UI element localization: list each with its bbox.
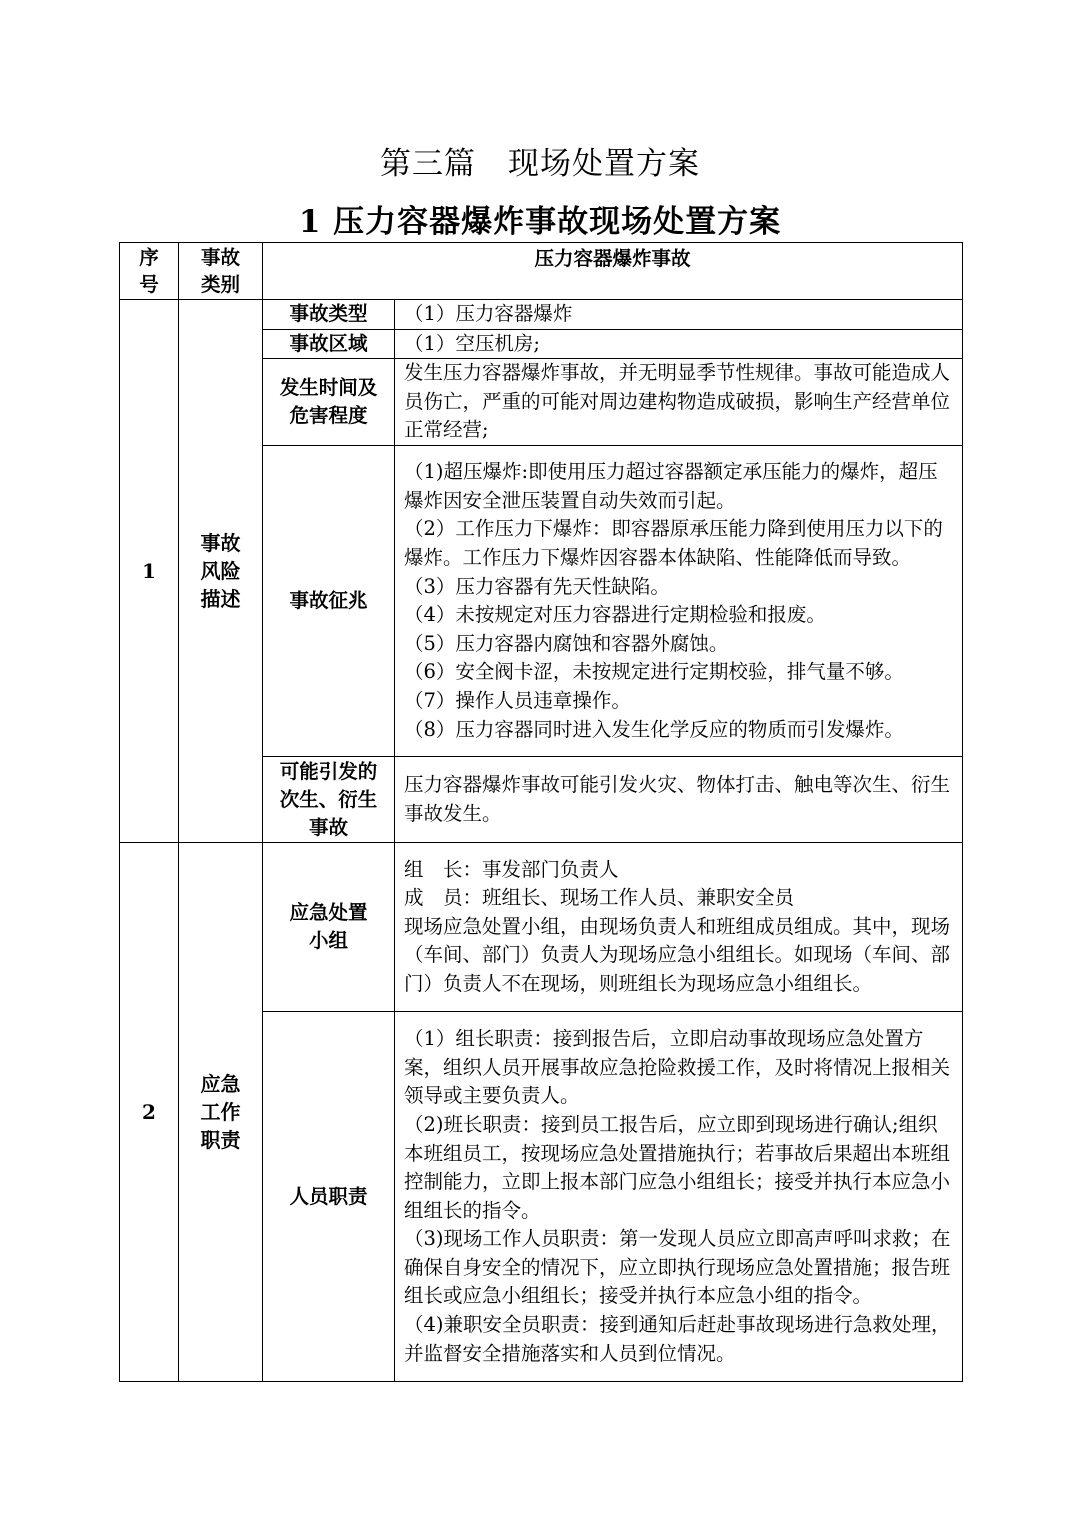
- section2-category: 应急 工作 职责: [179, 843, 263, 1382]
- section1-number: 1: [120, 300, 179, 843]
- row-content: [395, 446, 963, 757]
- document-title: 1 压力容器爆炸事故现场处置方案: [298, 204, 782, 240]
- content-line: （5）压力容器内腐蚀和容器外腐蚀。: [404, 631, 729, 655]
- row-content: [395, 329, 963, 359]
- content-line: （8）压力容器同时进入发生化学反应的物质而引发爆炸。: [404, 717, 904, 741]
- row-label: 应急处置 小组: [263, 843, 395, 1012]
- content-line: 成 员：班组长、现场工作人员、兼职安全员: [404, 886, 795, 910]
- table-row: [120, 843, 963, 1012]
- content-line: （3）压力容器有先天性缺陷。: [404, 574, 670, 598]
- part-title: 第三篇 现场处置方案: [380, 146, 700, 182]
- row-content: [395, 1012, 963, 1382]
- content-line: 现场应急处置小组，由现场负责人和班组成员组成。其中，现场（车间、部门）负责人为现场应急小组组长。如现场（车间、部门）负责人不在现场，则班组长为现场应急小组组长。: [404, 914, 951, 996]
- content-line: （1）组长职责：接到报告后，立即启动事故现场应急处置方案，组织人员开展事故应急抢险救援工作，及时将情况上报相关领导或主要负责人。: [404, 1027, 951, 1108]
- emergency-plan-table: [119, 242, 963, 1382]
- content-line: （4）未按规定对压力容器进行定期检验和报废。: [404, 603, 826, 627]
- content-line: （2）工作压力下爆炸：即容器原承压能力降到使用压力以下的爆炸。工作压力下爆炸因容器本体缺陷、性能降低而导致。: [404, 517, 943, 569]
- section1-category: 事故 风险 描述: [179, 300, 263, 843]
- content-line: （2)班长职责：接到员工报告后，应立即到现场进行确认;组织本班组员工，按现场应急处置措施执行；若事故后果超出本班组控制能力，立即上报本部门应急小组组长；接受并执行本应急小组组长的指令。: [404, 1112, 951, 1222]
- content-line: 发生压力容器爆炸事故，并无明显季节性规律。事故可能造成人员伤亡，严重的可能对周边建构物造成破损，影响生产经营单位正常经营;: [404, 361, 951, 442]
- content-line: （1）空压机房;: [404, 331, 540, 355]
- row-content: [395, 300, 963, 330]
- table-header-row: [120, 243, 963, 300]
- content-line: 组 长：事发部门负责人: [404, 857, 619, 881]
- content-line: （1）压力容器爆炸: [404, 302, 573, 325]
- row-content: [395, 359, 963, 446]
- content-line: （1)超压爆炸:即使用压力超过容器额定承压能力的爆炸，超压爆炸因安全泄压装置自动失效而引起。: [404, 460, 938, 512]
- header-no: 序 号: [120, 243, 179, 300]
- content-line: （6）安全阀卡涩，未按规定进行定期校验，排气量不够。: [404, 660, 904, 684]
- row-label: 发生时间及 危害程度: [263, 359, 395, 446]
- content-line: （3)现场工作人员职责：第一发现人员应立即高声呼叫求救；在确保自身安全的情况下，应立即执行现场应急处置措施；报告班组长或应急小组组长；接受并执行本应急小组的指令。: [404, 1227, 951, 1308]
- header-category: 事故 类别: [179, 243, 263, 300]
- row-label: 事故类型: [263, 300, 395, 330]
- row-content: [395, 843, 963, 1012]
- header-subject: 压力容器爆炸事故: [263, 243, 963, 300]
- row-label: 人员职责: [263, 1012, 395, 1382]
- section2-number: 2: [120, 843, 179, 1382]
- row-content: [395, 757, 963, 843]
- row-label: 可能引发的 次生、衍生 事故: [263, 757, 395, 843]
- content-line: 压力容器爆炸事故可能引发火灾、物体打击、触电等次生、衍生事故发生。: [404, 773, 951, 825]
- table-row: [120, 300, 963, 330]
- content-line: （7）操作人员违章操作。: [404, 688, 631, 712]
- row-label: 事故征兆: [263, 446, 395, 757]
- row-label: 事故区域: [263, 329, 395, 359]
- content-line: （4)兼职安全员职责：接到通知后赶赴事故现场进行急救处理，并监督安全措施落实和人员到位情况。: [404, 1313, 951, 1365]
